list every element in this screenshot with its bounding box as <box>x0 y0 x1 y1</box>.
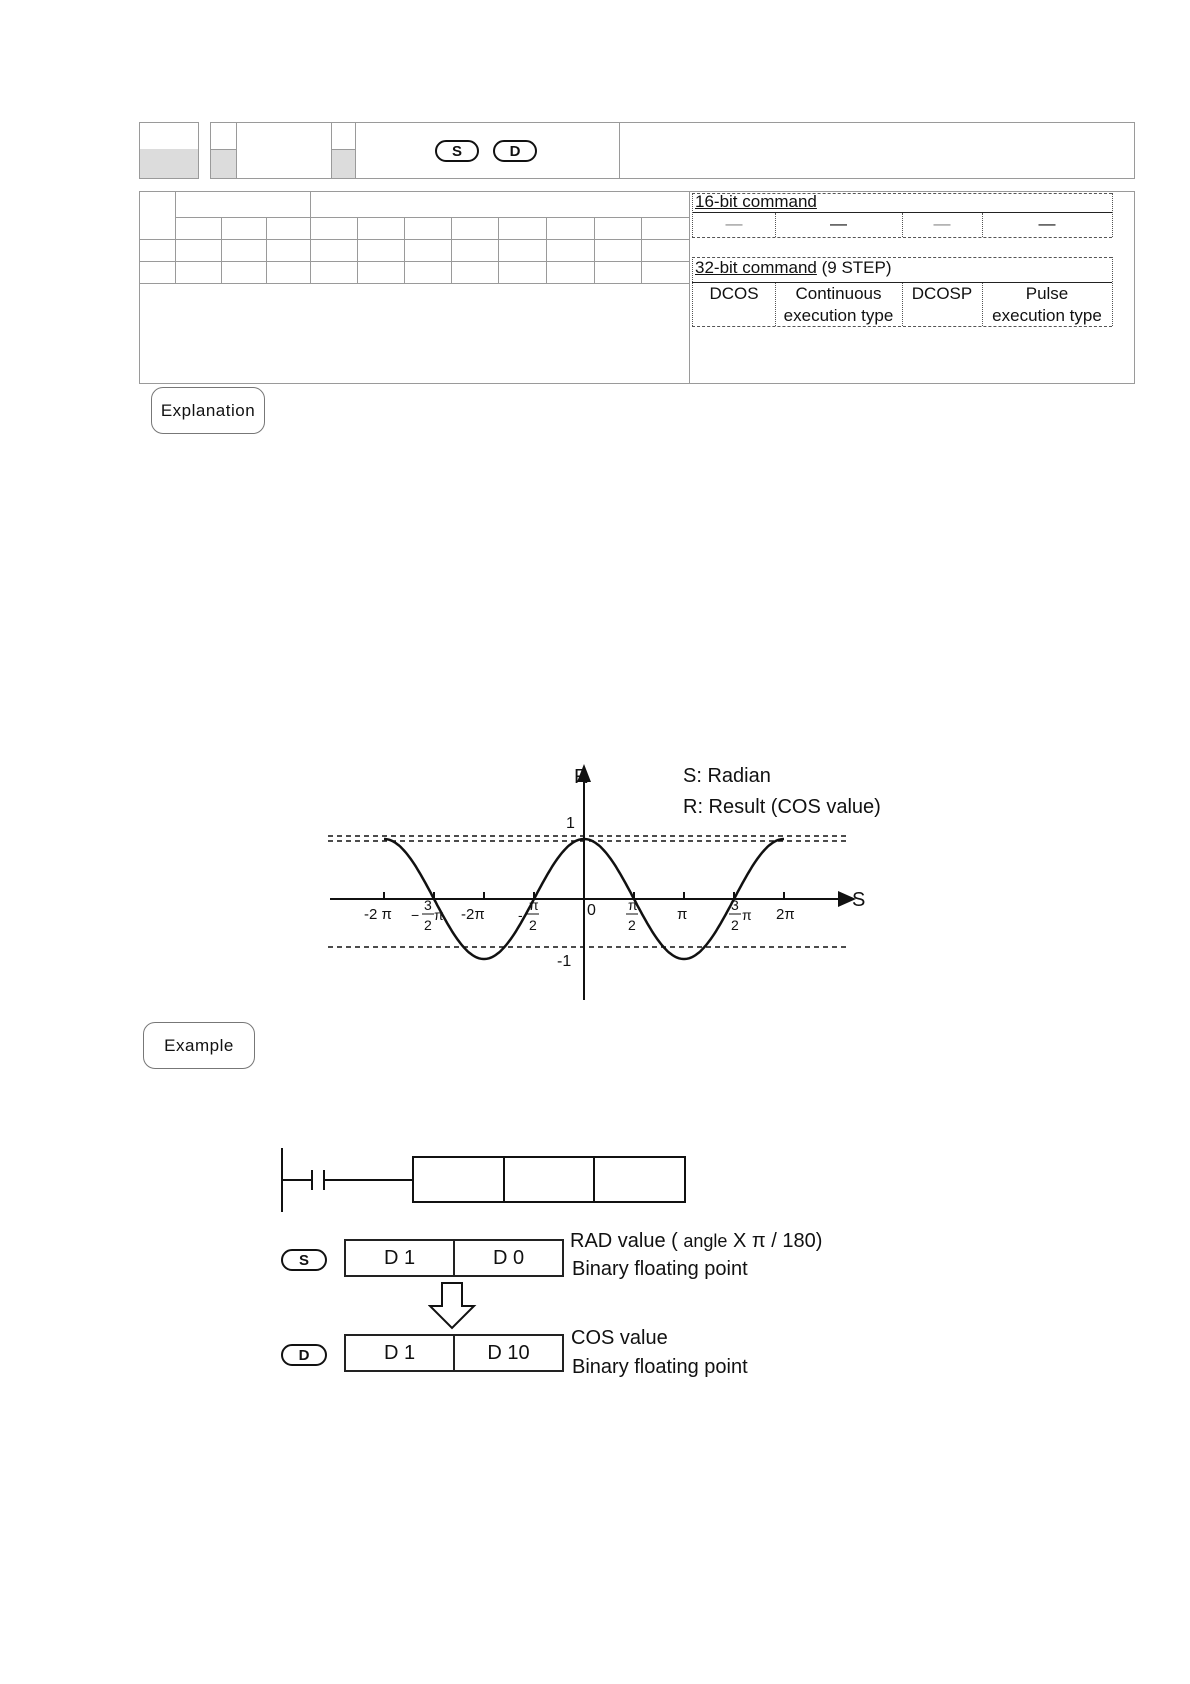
cos-graph <box>0 750 1190 1010</box>
tick-label: 2π <box>776 906 795 923</box>
s-operand-badge: S <box>281 1249 327 1271</box>
bit32-cell-pulse-mnemonic <box>903 283 981 305</box>
d-description-line2: Binary floating point <box>572 1356 748 1378</box>
frac-suffix: π <box>434 907 444 923</box>
bit32-cell-desc: execution type <box>783 306 894 325</box>
d-description-line1: COS value <box>571 1327 668 1349</box>
s-desc-angle: angle <box>683 1231 728 1251</box>
bit32-sep-0 <box>692 257 693 326</box>
tick-label: π <box>677 906 688 923</box>
s-desc-rest: X π / 180) <box>727 1230 823 1252</box>
tick-label: -2π <box>461 906 485 923</box>
d-register-high: D 1 <box>344 1334 455 1372</box>
y-bottom-label: -1 <box>557 953 572 970</box>
bit16-command-label: 16-bit command <box>695 192 817 211</box>
bit32-cell-name: DCOS <box>709 284 759 303</box>
d-register-low: D 10 <box>453 1334 564 1372</box>
legend-s: S: Radian <box>683 765 771 787</box>
bit32-command-label <box>695 258 892 278</box>
frac-den: 2 <box>731 917 739 933</box>
operand-d-badge: D <box>493 140 537 162</box>
bit16-top-dash <box>692 193 1112 194</box>
frac-sign: − <box>411 907 420 923</box>
bit32-sep-4 <box>1112 257 1113 326</box>
frac-num: 3 <box>731 897 739 913</box>
bit32-cell-name: Continuous <box>795 284 882 303</box>
legend-r: R: Result (COS value) <box>683 796 881 818</box>
frac-sign: - <box>518 907 523 923</box>
frac-num: π <box>628 897 638 913</box>
down-arrow-icon <box>428 1282 478 1330</box>
frac-den: 2 <box>628 917 636 933</box>
example-badge: Example <box>143 1022 255 1069</box>
bit32-cell-pulse <box>983 283 1111 327</box>
s-description-line2: Binary floating point <box>572 1258 748 1280</box>
s-register-high: D 1 <box>344 1239 455 1277</box>
operand-s-badge: S <box>435 140 479 162</box>
y-axis-label: R <box>574 766 589 788</box>
bit32-label-text: 32-bit command <box>695 258 817 277</box>
frac-num: 3 <box>424 897 432 913</box>
operand-grid <box>0 0 1190 400</box>
instruction-box <box>413 1157 685 1202</box>
frac-suffix: π <box>742 907 752 923</box>
bit16-cell: — <box>1038 214 1056 233</box>
bit16-sep-4 <box>1112 193 1113 237</box>
explanation-badge: Explanation <box>151 387 265 434</box>
tick-label: -2 π <box>364 906 392 923</box>
bit16-cell: — <box>933 214 951 233</box>
bit32-steps: (9 STEP) <box>821 258 892 277</box>
frac-den: 2 <box>529 917 537 933</box>
bit32-cell-name: Pulse <box>1025 284 1069 303</box>
s-description-line1 <box>570 1230 822 1253</box>
bit16-cell: — <box>830 214 847 233</box>
bit16-cell: — <box>725 214 743 233</box>
bit32-cell-name: DCOSP <box>911 284 973 303</box>
frac-num: π <box>529 897 539 913</box>
bit32-cell-continuous <box>776 283 901 327</box>
bit16-bottom-dash <box>692 237 1112 238</box>
y-top-label: 1 <box>566 815 575 832</box>
s-register-low: D 0 <box>453 1239 564 1277</box>
s-desc-main: RAD value ( <box>570 1230 684 1252</box>
ladder-diagram <box>270 1140 710 1220</box>
frac-den: 2 <box>424 917 432 933</box>
d-operand-badge: D <box>281 1344 327 1366</box>
bit32-cell-mnemonic <box>694 283 774 305</box>
bit16-sep-0 <box>692 193 693 237</box>
origin-label: 0 <box>587 902 596 919</box>
x-axis-label: S <box>852 889 866 911</box>
bit32-cell-desc: execution type <box>992 306 1102 325</box>
